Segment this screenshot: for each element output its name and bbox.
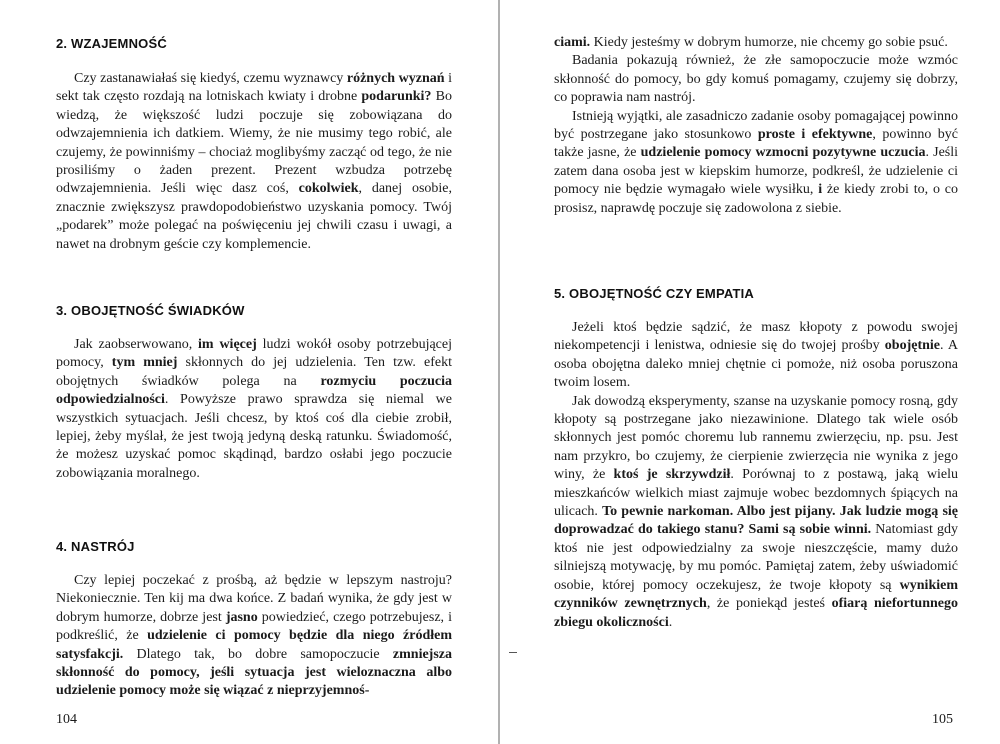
section-heading: 2. WZAJEMNOŚĆ [56, 36, 167, 51]
section-heading: 5. OBOJĘTNOŚĆ CZY EMPATIA [554, 286, 755, 301]
paragraph: Istnieją wyjątki, ale zasadniczo zadanie osoby pomagającej powinno być postrzegane jako stosunkowo proste i efektywne, powinno być także jasne, że udzielenie pomocy wzmocni pozytywne uczucia. Jeśli zatem dana osoba jest w kiepskim humorze, podkreśl, że udzielenie ci pomocy nie będzie wymagało wiele wysiłku, i że kiedy zrobi to, o co prosisz, naprawdę poczuje się zadowolona z siebie. [554, 108, 959, 216]
paragraph: Badania pokazują również, że złe samopoczucie może wzmóc skłonność do pomocy, bo gdy komuś pomagamy, czujemy się dobrzy, co poprawia nam nastrój. [554, 53, 958, 106]
paragraph: Jak dowodzą eksperymenty, szanse na uzyskanie pomocy rosną, gdy kłopoty są postrzegane jako niezawinione. Dlatego tak wiele osób skłonnych jest pomóc choremu lub rannemu zwierzęciu, np. psu. Jest nam przykro, bo czujemy, że cierpienie zwierzęcia nie wynika z jego winy, że ktoś je skrzywdził. Porównaj to z postawą, jaką wielu mieszkańców wielkich miast zajmuje wobec bezdomnych śpiących na ulicach. To pewnie narkoman. Albo jest pijany. Jak ludzie mogą się doprowadzać do takiego stanu? Sami są sobie winni. Natomiast gdy ktoś nie jest odpowiedzialny za swoje nieszczęście, mamy dużo silniejszą motywację, by mu pomóc. Pamiętaj zatem, żeby uświadomić osobie, której pomocy oczekujesz, że twoje kłopoty są wynikiem czynników zewnętrznych, że poniekąd jesteś ofiarą niefortunnego zbiegu okoliczności. [554, 393, 959, 630]
page-number: 105 [932, 712, 953, 727]
margin-mark [509, 652, 517, 653]
section-heading: 4. NASTRÓJ [56, 539, 135, 554]
paragraph: Czy lepiej poczekać z prośbą, aż będzie w lepszym nastroju? Niekoniecznie. Ten kij ma dwa końce. Z badań wynika, że gdy jest w dobrym humorze, dobrze jest jasno powiedzieć, czego potrzebujesz, i podkreślić, że udzielenie ci pomocy będzie dla niego źródłem satysfakcji. Dlatego tak, bo dobre samopoczucie zmniejsza skłonność do pomocy, jeśli sytuacja jest wieloznaczna albo udzielenie pomocy może się wiązać z nieprzyjemnoś- [56, 573, 452, 699]
right-page [506, 0, 1000, 744]
paragraph: Jak zaobserwowano, im więcej ludzi wokół osoby potrzebującej pomocy, tym mniej skłonnych do jej udzielenia. Ten tzw. efekt obojętnych świadków polega na rozmyciu poczucia odpowiedzialności. Powyższe prawo sprawdza się niemal we wszystkich sytuacjach. Jeśli chcesz, by ktoś coś dla ciebie zrobił, lepiej, żeby myślał, że jest twoją jedyną deską ratunku. Świadomość, że możesz uzyskać pomoc skądinąd, bardzo osłabi jego poczucie zobowiązania moralnego. [56, 337, 453, 481]
paragraph: ciami. Kiedy jesteśmy w dobrym humorze, nie chcemy go sobie psuć. [554, 35, 948, 50]
section-3 [56, 303, 452, 483]
paragraph: Jeżeli ktoś będzie sądzić, że masz kłopoty z powodu swojej niekompetencji i lenistwa, odniesie się do twojej prośby obojętnie. A osoba obojętna daleko mniej chętnie ci pomoże, niż osoba poruszona twoim losem. [554, 320, 958, 391]
left-page [0, 0, 494, 744]
continued-text [554, 34, 958, 218]
paragraph: Czy zastanawiałaś się kiedyś, czemu wyznawcy różnych wyznań i sekt tak często rozdają na lotniskach kwiaty i drobne podarunki? Bo wiedzą, że większość ludzi poczuje się zobowiązana do odwzajemnienia ich datkiem. Wiemy, że nie musimy tego robić, ale czujemy, że powinniśmy – chociaż moglibyśmy zacząć od tego, że nie prosiliśmy o żaden prezent. Prezent wzbudza potrzebę odwzajemnienia. Jeśli więc dasz coś, cokolwiek, danej osobie, znacznie zwiększysz prawdopodobieństwo uzyskania pomocy. Twój „podarek” może polegać na poświęceniu jej chwili czasu i uwagi, a nawet na drobnym geście czy komplemencie. [56, 71, 452, 252]
section-4 [56, 539, 452, 701]
section-heading: 3. OBOJĘTNOŚĆ ŚWIADKÓW [56, 303, 245, 318]
book-gutter [498, 0, 500, 744]
section-5 [554, 286, 958, 632]
section-2 [56, 36, 452, 254]
page-number: 104 [56, 712, 77, 727]
